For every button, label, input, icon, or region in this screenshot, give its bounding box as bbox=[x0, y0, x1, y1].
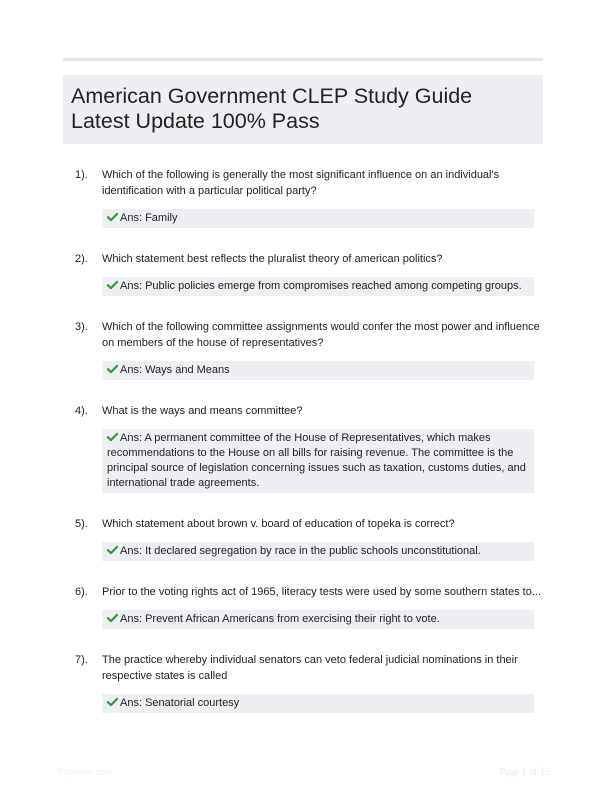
check-icon bbox=[107, 432, 118, 442]
question-number: 1). bbox=[75, 169, 88, 181]
answer-box bbox=[102, 610, 534, 629]
check-icon bbox=[107, 613, 118, 623]
question-text: What is the ways and means committee? bbox=[102, 405, 303, 417]
answer-text: Ans: Prevent African Americans from exercising their right to vote. bbox=[120, 613, 440, 625]
question-number: 3). bbox=[75, 321, 88, 333]
question-text: Which statement best reflects the pluralist theory of american politics? bbox=[102, 253, 443, 265]
question-item bbox=[75, 319, 545, 380]
check-icon bbox=[107, 364, 118, 374]
question-item bbox=[75, 251, 545, 296]
question-number: 2). bbox=[75, 253, 88, 265]
question-item bbox=[75, 167, 545, 228]
question-text: The practice whereby individual senators can veto federal judicial nominations in their respective states is called bbox=[102, 654, 518, 682]
answer-text: Ans: It declared segregation by race in the public schools unconstitutional. bbox=[120, 545, 481, 557]
question-number: 4). bbox=[75, 405, 88, 417]
check-icon bbox=[107, 545, 118, 555]
question-item bbox=[75, 584, 545, 629]
question-item bbox=[75, 652, 545, 713]
check-icon bbox=[107, 280, 118, 290]
answer-text: Ans: Ways and Means bbox=[120, 364, 230, 376]
answer-box bbox=[102, 429, 534, 493]
question-number: 6). bbox=[75, 586, 88, 598]
answer-box bbox=[102, 277, 534, 296]
question-number: 7). bbox=[75, 654, 88, 666]
page-number: Page 1 of 12 bbox=[499, 767, 550, 778]
answer-box bbox=[102, 361, 534, 380]
answer-text: Ans: Public policies emerge from compromises reached among competing groups. bbox=[120, 280, 522, 292]
question-number: 5). bbox=[75, 518, 88, 530]
top-divider bbox=[63, 58, 543, 61]
question-item bbox=[75, 403, 545, 493]
answer-text: Ans: A permanent committee of the House of Representatives, which makes recommendations to the House on all bills for raising revenue. The committee is the principal source of legislation concerning issues such as taxation, customs duties, and international trade agreements. bbox=[107, 432, 526, 489]
question-item bbox=[75, 516, 545, 561]
footer-watermark: Paperbin.com bbox=[57, 767, 113, 777]
answer-text: Ans: Family bbox=[120, 212, 178, 224]
question-text: Which of the following committee assignments would confer the most power and influence on members of the house of representatives? bbox=[102, 321, 540, 349]
question-text: Which statement about brown v. board of education of topeka is correct? bbox=[102, 518, 455, 530]
answer-box bbox=[102, 542, 534, 561]
question-text: Which of the following is generally the most significant influence on an individual's identification with a particular political party? bbox=[102, 169, 500, 197]
title-banner bbox=[63, 75, 543, 144]
answer-box bbox=[102, 209, 534, 228]
answer-text: Ans: Senatorial courtesy bbox=[120, 697, 240, 709]
check-icon bbox=[107, 212, 118, 222]
question-text: Prior to the voting rights act of 1965, literacy tests were used by some southern states to... bbox=[102, 586, 541, 598]
answer-box bbox=[102, 694, 534, 713]
check-icon bbox=[107, 697, 118, 707]
document-title: American Government CLEP Study Guide Latest Update 100% Pass bbox=[71, 84, 473, 133]
